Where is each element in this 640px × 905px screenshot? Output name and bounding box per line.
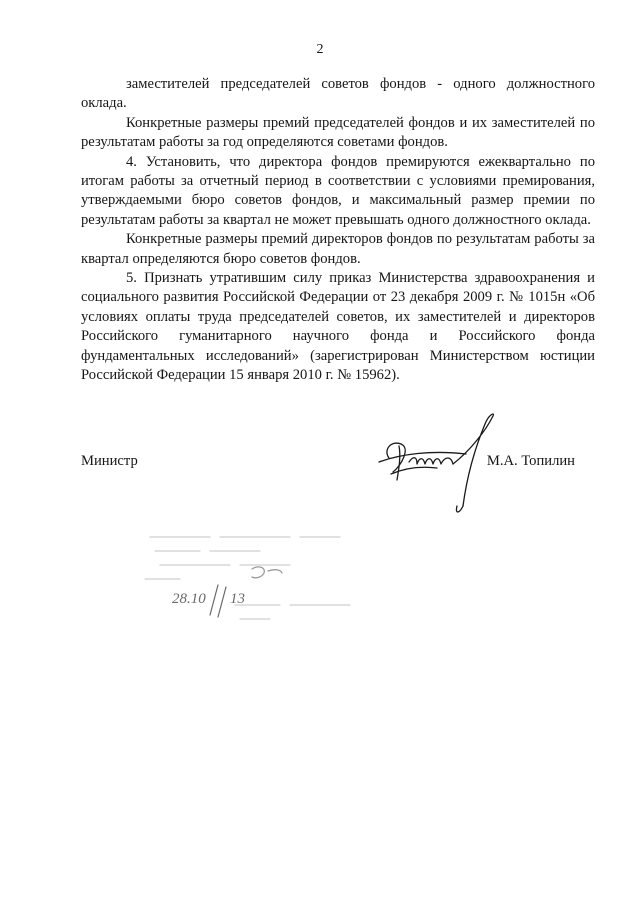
page-number: 2 <box>316 42 324 57</box>
paragraph: заместителей председателей советов фондов - одного должностного оклада. <box>81 76 595 112</box>
faded-registration-stamp <box>140 525 370 635</box>
document-body <box>81 75 595 386</box>
paragraph: 4. Установить, что директора фондов премируются ежеквартально по итогам работы за отчетный период в соответствии с условиями премирования, утверждаемыми бюро советов фондов, и максимальный размер премии по результатам работы за квартал не может превышать одного должностного оклада. <box>81 153 595 228</box>
minister-title: Министр <box>81 453 138 469</box>
signature-block <box>81 450 601 530</box>
paragraph: 5. Признать утратившим силу приказ Министерства здравоохранения и социального развития Российской Федерации от 23 декабря 2009 г. № 1015н «Об условиях оплаты труда председателей советов, их заместителей и директоров Российского гуманитарного научного фонда и Российского фонда фундаментальных исследований» (зарегистрирован Министерством юстиции Российской Федерации 15 января 2010 г. № 15962). <box>81 270 595 384</box>
svg-text:28.10: 28.10 <box>172 591 206 607</box>
svg-text:13: 13 <box>230 591 245 607</box>
paragraph: Конкретные размеры премий председателей фондов и их заместителей по результатам работы за год определяются советами фондов. <box>81 114 595 151</box>
paragraph: Конкретные размеры премий директоров фондов по результатам работы за квартал определяются бюро советов фондов. <box>81 231 595 267</box>
minister-name: М.А. Топилин <box>486 453 575 469</box>
